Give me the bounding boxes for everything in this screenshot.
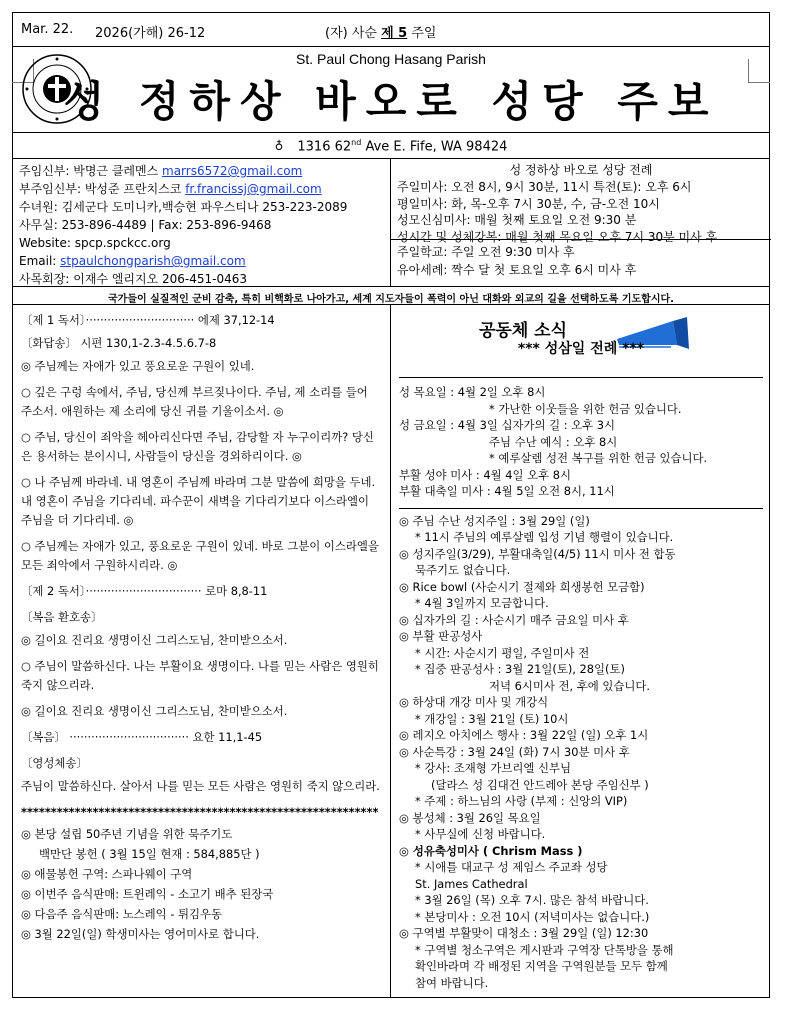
gospel-reading: 〔복음〕 ································· 요한 11,1-45 bbox=[21, 730, 263, 744]
second-reading: 〔제 2 독서〕································ 로마 8,8-11 bbox=[21, 584, 268, 598]
announcement: ◎ 3월 22일(일) 학생미사는 영어미사로 합니다. bbox=[21, 927, 260, 941]
prayer-intention: 국가들이 실질적인 군비 감축, 특히 비핵화로 나아가고, 세계 지도자들이 폭력이 아닌 대화와 외교의 길을 선택하도록 기도합시다. bbox=[13, 287, 769, 305]
acclamation-heading: 〔복음 환호송〕 bbox=[21, 610, 103, 624]
announcement: ◎ 이번주 음식판매: 트윈레익 - 소고기 배추 된장국 bbox=[21, 887, 274, 901]
news-item: ◎ 십자가의 길 : 사순시기 매주 금요일 미사 후 bbox=[399, 612, 629, 627]
news-item: 부활 대축일 미사 : 4월 5일 오전 8시, 11시 bbox=[399, 484, 615, 498]
news-item: (달라스 성 김대건 안드레아 본당 주임신부 ) bbox=[431, 777, 649, 792]
news-item: 주님 수난 예식 : 오후 8시 bbox=[489, 434, 618, 449]
news-item: * 집중 판공성사 : 3월 21일(토), 28일(토) bbox=[415, 662, 625, 676]
divider-line bbox=[399, 377, 763, 378]
bulletin-meta bbox=[13, 13, 769, 47]
schedule-title: 성 정하상 바오로 성당 전례 bbox=[509, 163, 653, 177]
issue-number: 2026(가해) 26-12 bbox=[95, 26, 206, 41]
parish-address: ♁ 1316 62nd Ave E. Fife, WA 98424 bbox=[13, 133, 769, 159]
schedule-line: 주일미사: 오전 8시, 9시 30분, 11시 특전(토): 오후 6시 bbox=[397, 180, 692, 194]
psalm-verse: ○ 주님께는 자애가 있고, 풍요로운 구원이 있네. 바로 그분이 이스라엘을 모든 죄악에서 구원하시리라. ◎ bbox=[21, 539, 379, 572]
psalm-verse: ○ 깊은 구렁 속에서, 주님, 당신께 부르짖나이다. 주님, 제 소리를 들어 주소서. 애원하는 제 소리에 당신 귀를 기울이소서. ◎ bbox=[21, 385, 368, 418]
community-news-column bbox=[391, 305, 771, 997]
news-item: ◎ 하상대 개강 미사 및 개강식 bbox=[399, 695, 549, 709]
triduum-subtitle: *** 성삼일 전례 *** bbox=[517, 341, 645, 357]
news-item: ◎ 성지주일(3/29), 부활대축일(4/5) 11시 미사 전 합동 bbox=[399, 546, 676, 561]
schedule-line: 성모신심미사: 매월 첫째 토요일 오전 9:30 분 bbox=[397, 213, 637, 227]
news-item: ◎ 봉성체 : 3월 26일 목요일 bbox=[399, 810, 541, 825]
parish-email-link[interactable]: stpaulchongparish@gmail.com bbox=[60, 254, 246, 268]
news-item: 참여 바랍니다. bbox=[415, 975, 489, 990]
contact-line: 사무실: 253-896-4489 | Fax: 253-896-9468 bbox=[19, 218, 272, 232]
pastor-email-link[interactable]: marrs6572@gmail.com bbox=[162, 164, 303, 178]
news-item: 확인바라며 각 배정된 지역을 구역원분들 모두 함께 bbox=[415, 959, 668, 973]
liturgy-column bbox=[13, 305, 391, 997]
news-item: * 구역별 청소구역은 게시판과 구역장 단톡방을 통해 bbox=[415, 942, 674, 957]
contact-line: 사목회장: 이재수 엘리지오 206-451-0463 bbox=[19, 272, 248, 286]
news-item: St. James Cathedral bbox=[415, 876, 528, 891]
info-block bbox=[13, 159, 769, 287]
news-item: ◎ 사순특강 : 3월 24일 (화) 7시 30분 미사 후 bbox=[399, 744, 630, 759]
news-header bbox=[399, 311, 763, 359]
schedule-line: 유아세례: 짝수 달 첫 토요일 오후 6시 미사 후 bbox=[397, 263, 637, 277]
news-item: * 예루살렘 성전 복구를 위한 헌금 있습니다. bbox=[489, 451, 708, 465]
parish-name-english: St. Paul Chong Hasang Parish bbox=[296, 51, 486, 67]
news-item: * 시애틀 대교구 성 제임스 주교좌 성당 bbox=[415, 860, 608, 874]
announcement: 백만단 봉헌 ( 3월 15일 현재 : 584,885단 ) bbox=[39, 847, 260, 861]
announcement: ◎ 본당 설립 50주년 기념을 위한 묵주기도 bbox=[21, 827, 233, 841]
schedule-line: 평일미사: 화, 목-오후 7시 30분, 수, 금-오전 10시 bbox=[397, 196, 660, 211]
mass-schedule bbox=[391, 159, 771, 286]
news-item: * 가난한 이웃들을 위한 헌금 있습니다. bbox=[489, 401, 682, 416]
contact-line: 주임신부: 박명근 클레멘스 marrs6572@gmail.com bbox=[19, 164, 303, 178]
school-baptism bbox=[391, 239, 771, 282]
news-item: ◎ 성유축성미사 ( Chrism Mass ) bbox=[399, 843, 583, 858]
psalm-heading: 〔화답송〕 시편 130,1-2.3-4.5.6.7-8 bbox=[21, 336, 217, 350]
contact-line: Website: spcp.spckcc.org bbox=[19, 236, 171, 250]
announcement: ◎ 애물봉헌 구역: 스파나웨이 구역 bbox=[21, 867, 193, 881]
associate-pastor-email-link[interactable]: fr.francissj@gmail.com bbox=[185, 182, 322, 196]
news-title: 공동체 소식 bbox=[479, 321, 568, 341]
masthead bbox=[13, 47, 769, 133]
psalm-response: ◎ 주님께는 자애가 있고 풍요로운 구원이 있네. bbox=[21, 359, 255, 373]
news-item: 묵주기도 없습니다. bbox=[415, 563, 511, 577]
news-item: * 시간: 사순시기 평일, 주일미사 전 bbox=[415, 645, 590, 660]
news-item: 저녁 6시미사 전, 후에 있습니다. bbox=[489, 678, 651, 693]
schedule-line: 주일학교: 주일 오전 9:30 미사 후 bbox=[397, 245, 575, 259]
schedule-line: 성시간 및 성체강복: 매월 첫째 목요일 오후 7시 30분 미사 후 bbox=[397, 229, 718, 244]
news-item: * 3월 26일 (목) 오후 7시. 많은 참석 바랍니다. bbox=[415, 893, 649, 907]
acclamation-line: ◎ 길이요 진리요 생명이신 그리스도님, 찬미받으소서. bbox=[21, 633, 288, 647]
acclamation-line: ○ 주님이 말씀하신다. 나는 부활이요 생명이다. 나를 믿는 사람은 영원히 죽지 않으리라. bbox=[21, 659, 379, 692]
issue-date: Mar. 22. bbox=[21, 22, 74, 37]
news-item: * 강사: 조재형 가브리엘 신부님 bbox=[415, 761, 572, 775]
contact-line: Email: stpaulchongparish@gmail.com bbox=[19, 254, 246, 268]
news-item: * 4월 3일까지 모금합니다. bbox=[415, 596, 549, 610]
news-item: * 사무실에 신청 바랍니다. bbox=[415, 827, 546, 841]
communion-antiphon: 주님이 말씀하신다. 살아서 나를 믿는 모든 사람은 영원히 죽지 않으리라. bbox=[21, 779, 380, 793]
contact-line: 수녀원: 김세군다 도미니카,백승현 파우스티나 253-223-2089 bbox=[19, 200, 348, 214]
news-item: * 개강일 : 3월 21일 (토) 10시 bbox=[415, 711, 569, 726]
news-item: 부활 성야 미사 : 4월 4일 오후 8시 bbox=[399, 467, 571, 482]
news-item: ◎ Rice bowl (사순시기 절제와 희생봉헌 모금함) bbox=[399, 579, 645, 594]
bulletin-page bbox=[12, 12, 770, 998]
news-item: ◎ 구역별 부활맞이 대청소 : 3월 29일 (일) 12:30 bbox=[399, 926, 649, 940]
first-reading: 〔제 1 독서〕······························ 에제 37,12-14 bbox=[21, 313, 275, 327]
acclamation-line: ◎ 길이요 진리요 생명이신 그리스도님, 찬미받으소서. bbox=[21, 704, 288, 718]
announcement: ◎ 다음주 음식판매: 노스레익 - 튀김우동 bbox=[21, 907, 223, 921]
divider-stars: ************************************************************ bbox=[21, 805, 379, 819]
communion-heading: 〔영성체송〕 bbox=[21, 756, 88, 770]
triduum-schedule bbox=[399, 384, 763, 500]
psalm-verse: ○ 주님, 당신이 죄악을 헤아리신다면 주님, 감당할 자 누구이리까? 당신은 용서하는 분이시니, 사람들이 당신을 경외하리이다. ◎ bbox=[21, 430, 374, 463]
contact-line: 부주임신부: 박성준 프란치스코 fr.francissj@gmail.com bbox=[19, 182, 322, 196]
news-item: * 본당미사 : 오전 10시 (저녁미사는 없습니다.) bbox=[415, 909, 650, 924]
news-item: 성 목요일 : 4월 2일 오후 8시 bbox=[399, 385, 546, 399]
cross-icon: ♁ bbox=[274, 139, 284, 154]
news-item: 성 금요일 : 4월 3일 십자가의 길 : 오후 3시 bbox=[399, 418, 616, 432]
liturgical-week: (자) 사순 제 5 주일 bbox=[325, 26, 437, 41]
staff-contacts bbox=[13, 159, 391, 286]
news-item: ◎ 부활 판공성사 bbox=[399, 629, 483, 643]
news-item: ◎ 주님 수난 성지주일 : 3월 29일 (일) bbox=[399, 513, 590, 528]
news-item: * 11시 주님의 예루살렘 입성 기념 행렬이 있습니다. bbox=[415, 530, 674, 544]
psalm-verse: ○ 나 주님께 바라네. 내 영혼이 주님께 바라며 그분 말씀에 희망을 두네. 내 영혼이 주님을 기다리네. 파수꾼이 새벽을 기다리기보다 이스라엘이 주님을 더 기다리네. ◎ bbox=[21, 475, 376, 527]
news-list bbox=[399, 513, 763, 992]
news-item: * 주제 : 하느님의 사랑 (부제 : 신앙의 VIP) bbox=[415, 794, 628, 808]
news-item: ◎ 레지오 아치에스 행사 : 3월 22일 (일) 오후 1시 bbox=[399, 728, 649, 742]
bulletin-title: 성 정하상 바오로 성당 주보 bbox=[63, 77, 719, 126]
divider-line bbox=[399, 508, 763, 509]
